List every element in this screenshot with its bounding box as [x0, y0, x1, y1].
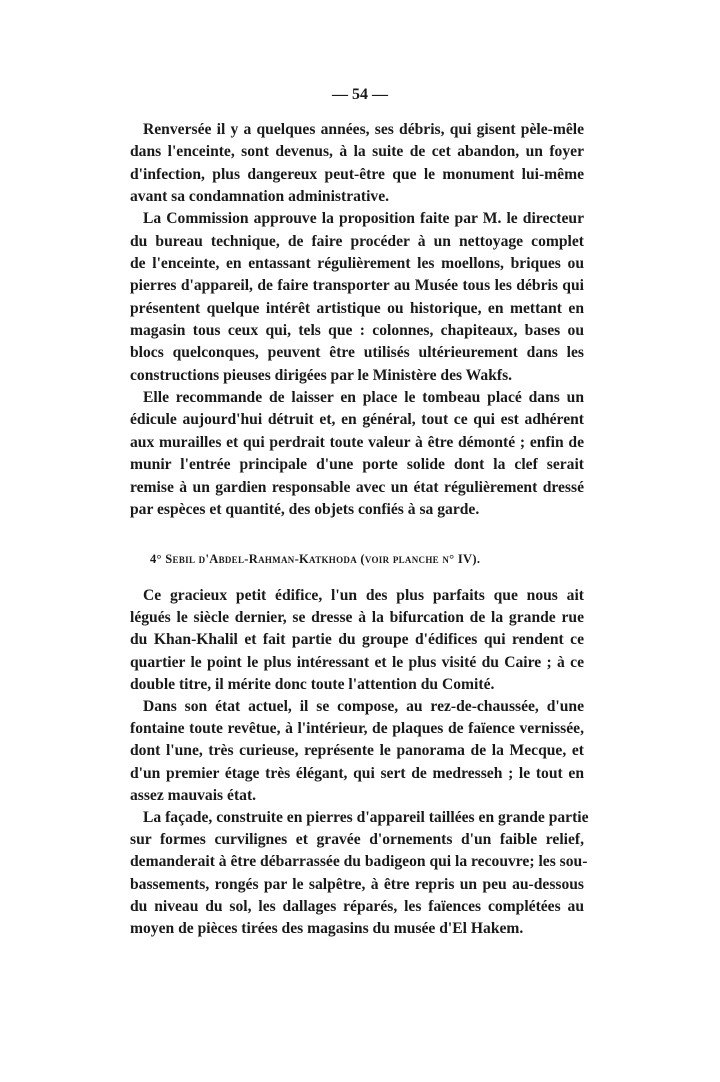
- text-line: La Commission approuve la proposition faite par M. le directeur: [143, 210, 584, 228]
- text-line: du niveau du sol, les dallages réparés, les faïences complétées au: [130, 897, 584, 915]
- text-line: d'infection, plus dangereux peut-être que le monument lui-même: [130, 165, 584, 183]
- text-line: munir l'entrée principale d'une porte solide dont la clef serait: [130, 456, 584, 474]
- text-line: bassements, rongés par le salpêtre, à être repris un peu au-dessous: [130, 875, 584, 893]
- text-line: d'un premier étage très élégant, qui sert de medresseh ; le tout en: [130, 764, 584, 782]
- section-heading: [150, 552, 480, 567]
- section-2-text: [130, 585, 589, 940]
- text-line: quartier le point le plus intéressant et le plus visité du Caire ; à ce: [130, 653, 584, 671]
- text-line: Ce gracieux petit édifice, l'un des plus parfaits que nous ait: [143, 587, 584, 604]
- text-line: pierres d'appareil, de faire transporter au Musée tous les débris qui: [130, 277, 584, 295]
- text-line: Renversée il y a quelques années, ses débris, qui gisent pèle-mêle: [143, 121, 584, 138]
- text-line: du Khan-Khalil et fait partie du groupe d'édifices qui rendent ce: [130, 631, 584, 649]
- text-line: constructions pieuses dirigées par le Ministère des Wakfs.: [130, 366, 513, 384]
- paragraph: [130, 807, 589, 940]
- text-line: légués le siècle dernier, se dresse à la bifurcation de la grande rue: [130, 609, 584, 627]
- text-line: demanderait à être débarrassée du badigeon qui la recouvre; les sou-: [130, 853, 588, 871]
- text-line: dont l'une, très curieuse, représente le panorama de la Mecque, et: [130, 742, 584, 760]
- heading-title: Sebil d'Abdel-Rahman-Katkhoda (voir planche n° IV).: [165, 552, 481, 566]
- text-line: Elle recommande de laisser en place le tombeau placé dans un: [143, 389, 584, 407]
- text-line: du bureau technique, de faire procéder à un nettoyage complet: [130, 232, 584, 250]
- text-line: présentent quelque intérêt artistique ou historique, en mettant en: [130, 299, 584, 317]
- text-line: par espèces et quantité, des objets confiés à sa garde.: [130, 500, 480, 518]
- text-line: dans l'enceinte, sont devenus, à la suite de cet abandon, un foyer: [130, 143, 584, 161]
- text-line: remise à un gardien responsable avec un état régulièrement dressé: [130, 478, 584, 496]
- paragraph: [130, 119, 584, 208]
- text-line: La façade, construite en pierres d'appareil taillées en grande partie: [143, 809, 589, 827]
- text-line: sur formes curvilignes et gravée d'ornements d'un faible relief,: [130, 831, 584, 849]
- paragraph: [130, 585, 584, 696]
- page-number: — 54 —: [332, 86, 388, 103]
- text-line: double titre, il mérite donc toute l'attention du Comité.: [130, 675, 495, 693]
- paragraph: [130, 696, 584, 807]
- text-line: avant sa condamnation administrative.: [130, 188, 390, 206]
- text-line: aux murailles et qui perdrait toute valeur à être démonté ; enfin de: [130, 433, 584, 451]
- paragraph: [130, 387, 584, 521]
- text-line: assez mauvais état.: [130, 786, 257, 804]
- section-1-text: [130, 119, 584, 521]
- text-line: blocs quelconques, peuvent être utilisés ultérieurement dans les: [130, 344, 584, 362]
- paragraph: [130, 208, 584, 387]
- text-line: Dans son état actuel, il se compose, au rez-de-chaussée, d'une: [143, 698, 584, 716]
- text-line: de l'enceinte, en entassant régulièrement les moellons, briques ou: [130, 255, 584, 273]
- text-line: magasin tous ceux qui, tels que : colonnes, chapiteaux, bases ou: [130, 322, 584, 340]
- text-line: édicule aujourd'hui détruit et, en général, tout ce qui est adhérent: [130, 411, 584, 429]
- heading-number: 4°: [150, 552, 162, 566]
- text-line: moyen de pièces tirées des magasins du musée d'El Hakem.: [130, 920, 524, 938]
- text-line: fontaine toute revêtue, à l'intérieur, de plaques de faïence vernissée,: [130, 720, 584, 738]
